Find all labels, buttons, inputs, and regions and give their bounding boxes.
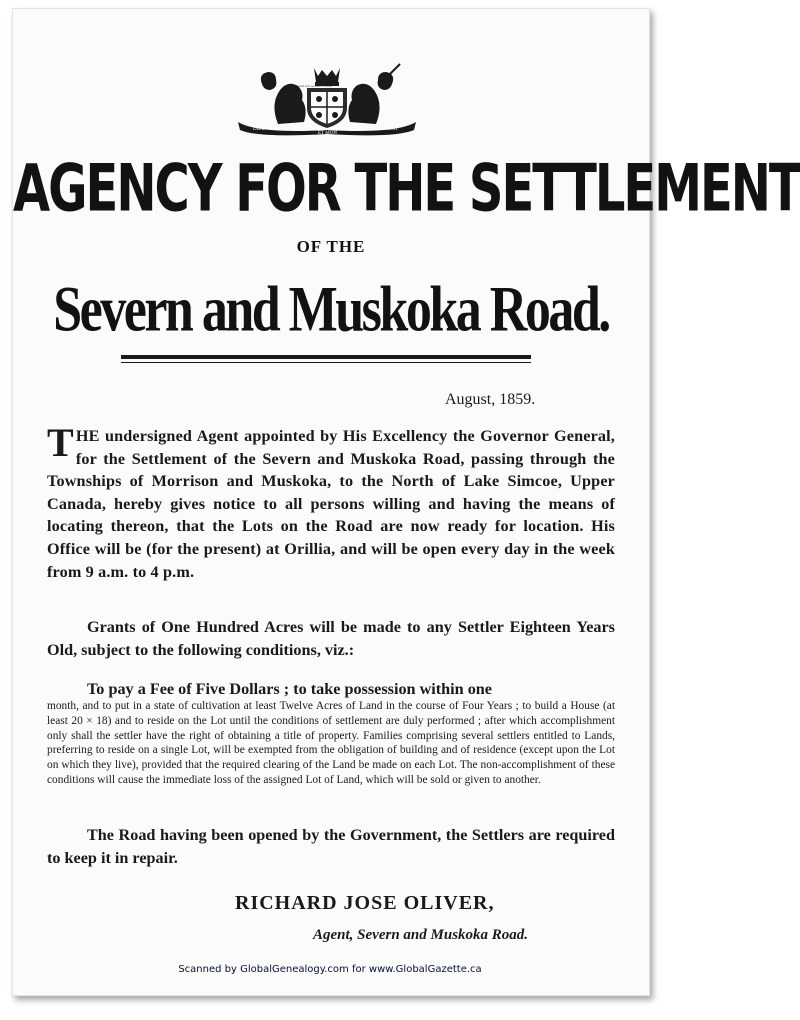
notice-date: August, 1859.	[445, 391, 536, 408]
title-line-of-the: OF THE	[296, 237, 366, 256]
motto-left: DIEU	[253, 127, 265, 132]
signature-name: RICHARD JOSE OLIVER,	[235, 892, 495, 914]
signature-title: Agent, Severn and Muskoka Road.	[313, 927, 529, 943]
title-rule-thick	[121, 355, 531, 359]
title-line-agency: AGENCY FOR THE SETTLEMENT	[13, 151, 800, 227]
drop-cap: T	[47, 420, 74, 465]
royal-coat-of-arms-icon	[218, 64, 436, 134]
notice-paragraph-agent	[47, 420, 615, 583]
garter-motto: HONI SOIT QUI MAL Y PENSE	[298, 85, 333, 88]
title-line-road: Severn and Muskoka Road.	[53, 274, 609, 346]
poster-sheet	[12, 8, 800, 996]
notice-paragraph-road: The Road having been opened by the Government, the Settlers are required to keep it in repair.	[47, 826, 615, 867]
notice-paragraph-conditions: month, and to put in a state of cultivation at least Twelve Acres of Land in the course of Four Years ; to build a House (at least 20 × 18) and to reside on the Lot until the conditions of settlement are duly performed ; after which accomplishment only shall the settler have the right of obtaining a title of property. Families comprising several settlers entitled to Lands, preferring to reside on a single Lot, will be exempted from the obligation of building and of residence (except upon the Lot on which they live), provided that the required clearing of the Land be made on each Lot. The non-accomplishment of these conditions will cause the immediate loss of the assigned Lot of Land, which will be sold or given to another.	[47, 700, 615, 786]
notice-paragraph-fee-lead: To pay a Fee of Five Dollars ; to take possession within one	[87, 680, 492, 698]
scan-credit: Scanned by GlobalGenealogy.com for www.GlobalGazette.ca	[178, 964, 482, 975]
motto-right: DROIT	[383, 127, 399, 132]
paragraph-agent-text: HE undersigned Agent appointed by His Excellency the Governor General, for the Settlement of the Severn and Muskoka Road, passing through the Townships of Morrison and Muskoka, to the North of Lake Simcoe, Upper Canada, hereby gives notice to all persons willing and having the means of locating thereon, that the Lots on the Road are now ready for location. His Office will be (for the present) at Orillia, and will be open every day in the week from 9 a.m. to 4 p.m.	[47, 427, 615, 581]
notice-paragraph-grants: Grants of One Hundred Acres will be made to any Settler Eighteen Years Old, subject to the following conditions, viz.:	[47, 618, 615, 659]
motto-middle: ET MON	[318, 131, 337, 136]
title-rule-thin	[121, 362, 531, 363]
